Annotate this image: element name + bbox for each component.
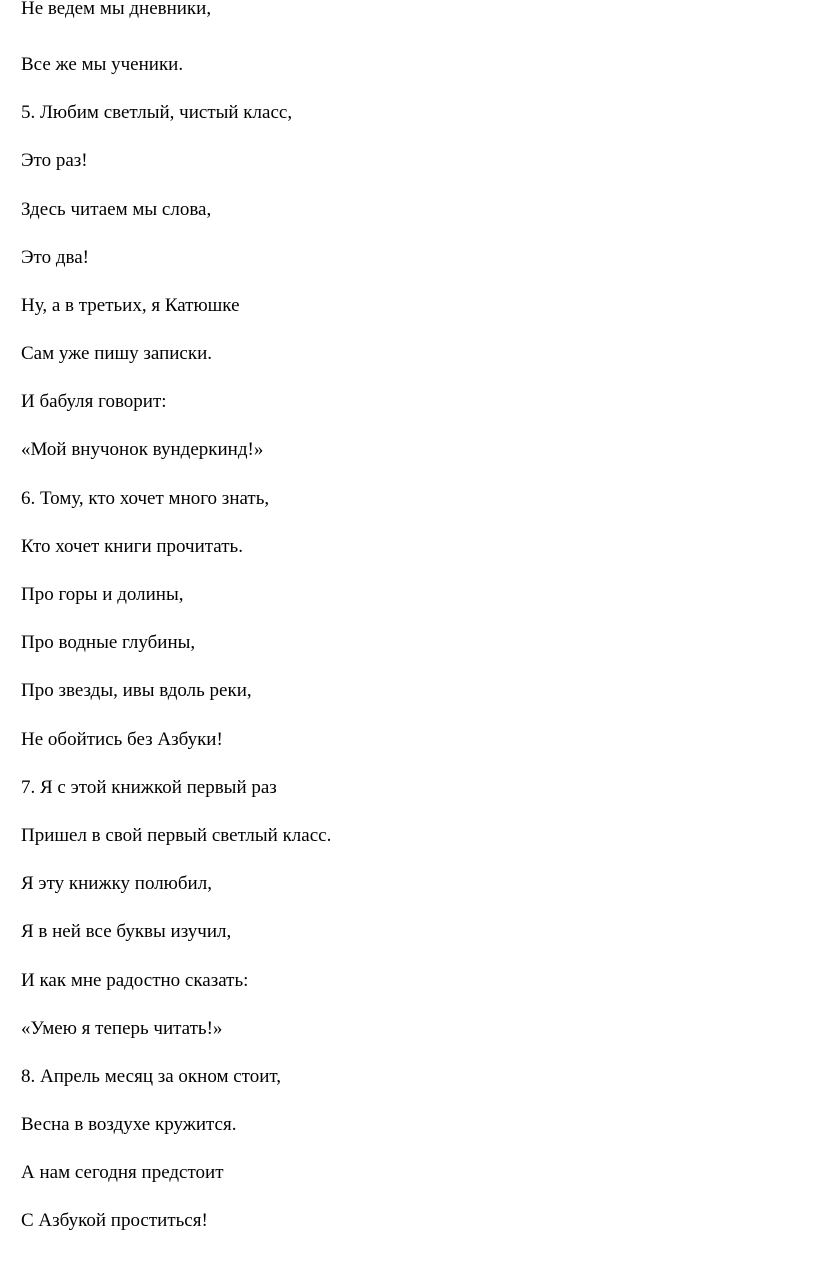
poem-line: Про звезды, ивы вдоль реки,	[21, 680, 252, 701]
poem-line: Ну, а в третьих, я Катюшке	[21, 295, 240, 316]
poem-line: С Азбукой проститься!	[21, 1210, 208, 1231]
stanza-8-first-line: 8. Апрель месяц за окном стоит,	[21, 1066, 282, 1087]
poem-line: Я в ней все буквы изучил,	[21, 921, 232, 942]
poem-line: Не ведем мы дневники,	[21, 0, 212, 19]
poem-line: Все же мы ученики.	[21, 54, 184, 75]
poem-line: Я эту книжку полюбил,	[21, 873, 212, 894]
stanza-7-first-line: 7. Я с этой книжкой первый раз	[21, 777, 277, 798]
poem-line: Весна в воздухе кружится.	[21, 1114, 237, 1135]
poem-line: Сам уже пишу записки.	[21, 343, 213, 364]
poem-line: И бабуля говорит:	[21, 391, 167, 412]
poem-line: И как мне радостно сказать:	[21, 970, 249, 991]
poem-line: Про водные глубины,	[21, 632, 196, 653]
stanza-5-first-line: 5. Любим светлый, чистый класс,	[21, 102, 293, 123]
poem-line: Здесь читаем мы слова,	[21, 199, 212, 220]
poem-line: Про горы и долины,	[21, 584, 184, 605]
poem-line: Это два!	[21, 247, 89, 268]
stanza-6-first-line: 6. Тому, кто хочет много знать,	[21, 488, 270, 509]
poem-line: Не обойтись без Азбуки!	[21, 729, 223, 750]
poem-line: «Мой внучонок вундеркинд!»	[21, 439, 264, 460]
poem-line: Пришел в свой первый светлый класс.	[21, 825, 332, 846]
poem-line: «Умею я теперь читать!»	[21, 1018, 223, 1039]
poem-line: Это раз!	[21, 150, 88, 171]
poem-line: Кто хочет книги прочитать.	[21, 536, 243, 557]
poem-line: А нам сегодня предстоит	[21, 1162, 224, 1183]
